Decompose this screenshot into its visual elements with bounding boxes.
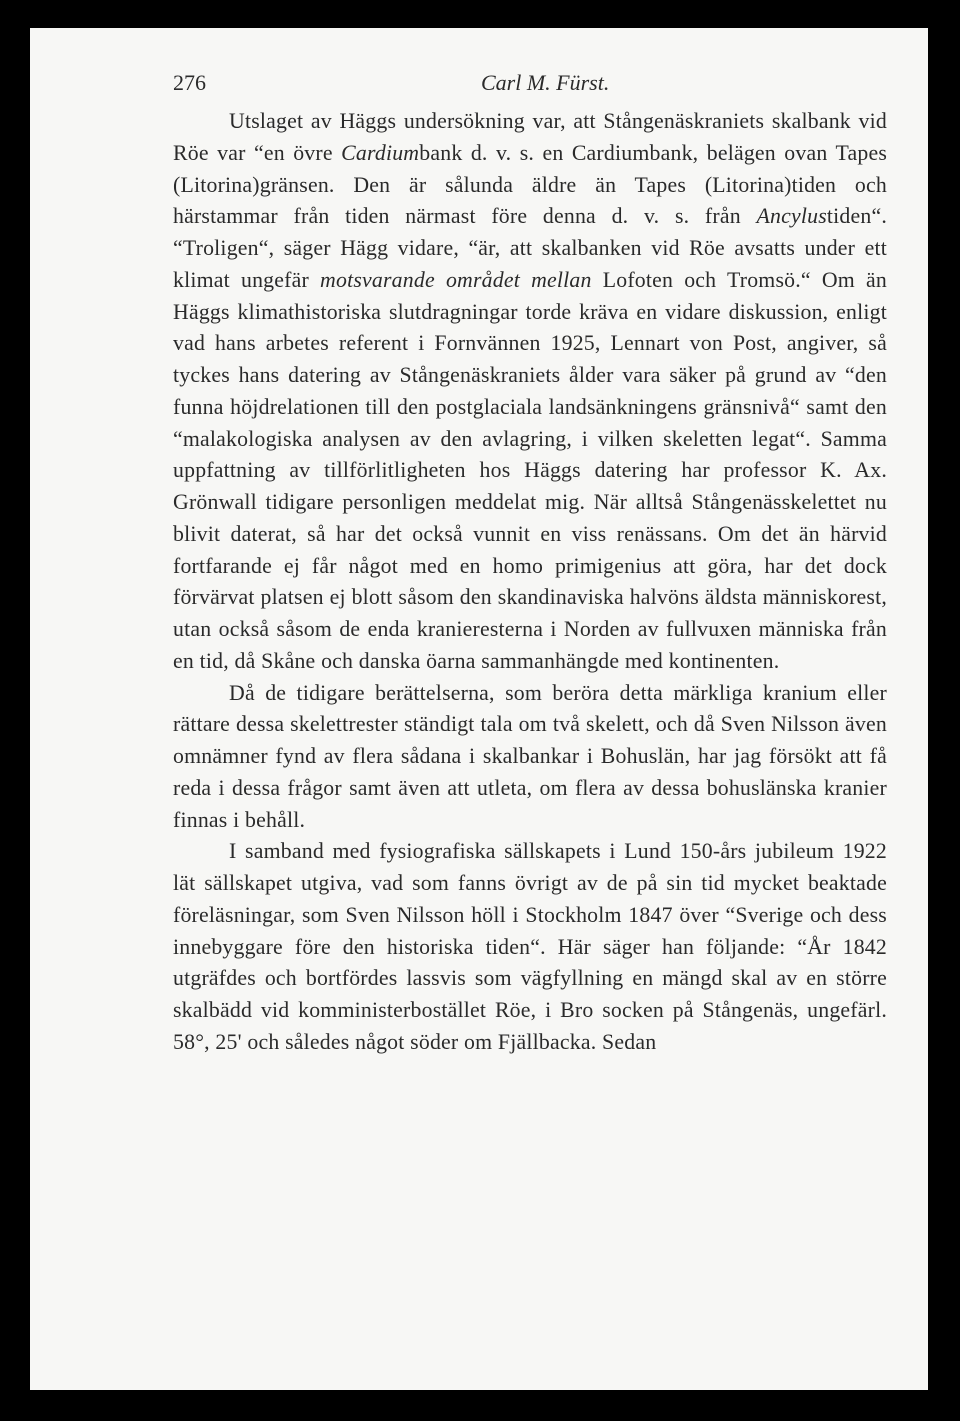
body-text: [173, 106, 887, 1059]
text-run: Lofoten och Tromsö.“ Om än Häggs klimathistoriska slutdragningar torde kräva en vidare diskussion, enligt vad hans arbetes referent i Fornvännen 1925, Lennart von Post, angiver, så tyckes hans datering av Stångenäskraniets ålder vara säker på grund av “den funna höjdrelationen till den postglaciala landsänkningens gränsnivå“ samt den “malakologiska analysen av den avlagring, i vilken skeletten legat“. Samma uppfattning av tillförlitligheten hos Häggs datering har professor K. Ax. Grönwall tidigare personligen meddelat mig. När alltså Stångenässkelettet nu blivit daterat, så har det också vunnit en viss renässans. Om det än härvid fortfarande ej får något med en homo primigenius att göra, har det dock förvärvat platsen ej blott såsom den skandinaviska halvöns äldsta människorest, utan också såsom de enda kranieresterna i Norden av fullvuxen människa från en tid, då Skåne och danska öarna sammanhängde med kontinenten.: [173, 267, 888, 673]
paragraph: [173, 106, 887, 678]
italic-term: Ancylus: [756, 204, 827, 229]
paragraph: [173, 678, 887, 837]
scanned-page: [30, 28, 928, 1390]
italic-phrase: motsvarande området mellan: [320, 267, 592, 292]
running-head: Carl M. Fürst.: [481, 70, 610, 95]
text-run: I samband med fysiografiska sällskapets i Lund 150-års jubileum 1922 lät sällskapet utgiva, vad som fanns övrigt av de på sin tid mycket beaktade föreläsningar, som Sven Nilsson höll i Stockholm 1847 över “Sverige och dess innebyggare före den historiska tiden“. Här säger han följande: “År 1842 utgräfdes och bortfördes lassvis som vägfyllning en mängd skal av en större skalbädd vid komministerbostället Röe, i Bro socken på Stångenäs, ungefärl. 58°, 25' och således något söder om Fjällbacka. Sedan: [173, 839, 887, 1054]
page-header: [173, 66, 893, 102]
paragraph: [173, 836, 887, 1058]
text-run: Då de tidigare berättelserna, som beröra detta märkliga kranium eller rättare dessa skelettrester ständigt tala om två skelett, och då Sven Nilsson även omnämner fynd av flera sådana i skalbankar i Bohuslän, har jag försökt att få reda i dessa frågor samt även att utleta, om flera av dessa bohuslänska kranier finnas i behåll.: [173, 680, 887, 832]
text-run: Utslaget av Häggs undersökning var, att Stångenäskraniets skalbank vid Röe var “en övre: [173, 109, 887, 165]
text-run: tiden“. “Troligen“, säger Hägg vidare, “är, att skalbanken vid Röe avsatts under ett klimat ungefär: [173, 204, 887, 292]
page-number: 276: [173, 70, 206, 95]
italic-term: Cardium: [341, 140, 420, 165]
text-run: bank d. v. s. en Cardiumbank, belägen ovan Tapes (Litorina)gränsen. Den är sålunda äldre än Tapes (Litorina)tiden och härstammar från tiden närmast före denna d. v. s. från: [173, 140, 887, 229]
